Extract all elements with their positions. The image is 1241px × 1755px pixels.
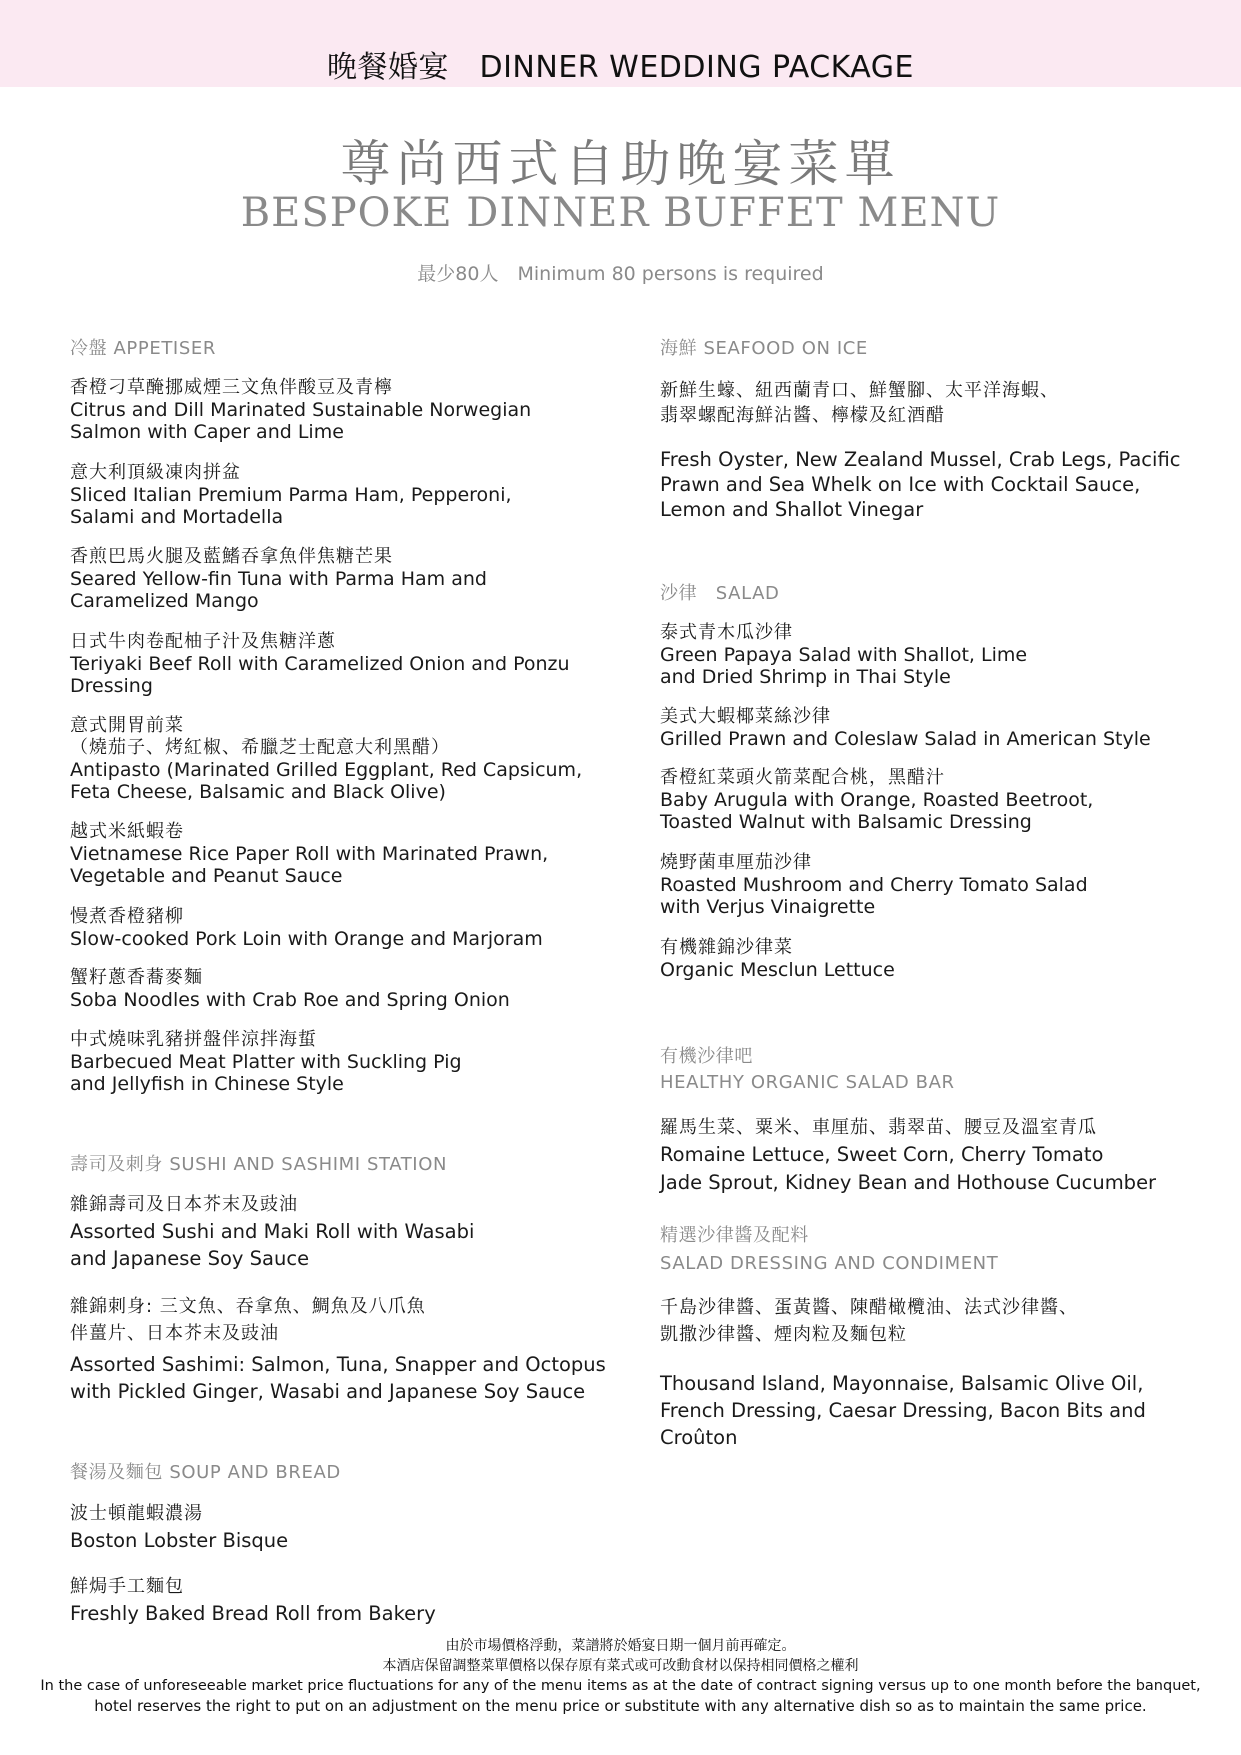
dish-name-en: Romaine Lettuce, Sweet Corn, Cherry Tomato Jade Sprout, Kidney Bean and Hothouse Cucumber xyxy=(660,1143,1157,1194)
dish-name-en: Assorted Sushi and Maki Roll with Wasabi and Japanese Soy Sauce xyxy=(70,1220,475,1270)
footer-note-en-1: In the case of unforeseeable market price fluctuations for any of the menu items as at the date of contract signing versus up to one month before the banquet, xyxy=(40,1678,1201,1694)
dish-name-en: Thousand Island, Mayonnaise, Balsamic Olive Oil, French Dressing, Caesar Dressing, Bacon Bits and Croûton xyxy=(660,1372,1146,1449)
dish-name-en: Grilled Prawn and Coleslaw Salad in American Style xyxy=(660,728,1151,750)
dish-name-zh: 越式米紙蝦卷 xyxy=(70,821,184,842)
section-heading-appetiser: 冷盤 APPETISER xyxy=(70,338,216,359)
menu-item xyxy=(70,1191,640,1272)
dish-name-zh: 鮮焗手工麵包 xyxy=(70,1576,184,1597)
section-heading-soup: 餐湯及麵包 SOUP AND BREAD xyxy=(70,1462,341,1483)
dish-name-en: Green Papaya Salad with Shallot, Lime and Dried Shrimp in Thai Style xyxy=(660,644,1028,688)
dish-detail-zh: （燒茄子、烤紅椒、希臘芝士配意大利黑醋） xyxy=(70,737,450,758)
dish-name-zh: 雜錦壽司及日本芥末及豉油 xyxy=(70,1194,298,1215)
dish-name-zh: 雜錦刺身: 三文魚、吞拿魚、鯛魚及八爪魚 伴薑片、日本芥末及豉油 xyxy=(70,1296,426,1344)
menu-item xyxy=(70,377,640,443)
dish-name-en: Soba Noodles with Crab Roe and Spring Onion xyxy=(70,989,510,1011)
minimum-guests-note: 最少80人 Minimum 80 persons is required xyxy=(417,263,824,285)
dish-name-zh: 中式燒味乳豬拼盤伴涼拌海蜇 xyxy=(70,1029,317,1050)
dish-name-en: Sliced Italian Premium Parma Ham, Pepperoni, Salami and Mortadella xyxy=(70,484,512,528)
dish-name-en: Baby Arugula with Orange, Roasted Beetroot, Toasted Walnut with Balsamic Dressing xyxy=(660,789,1094,833)
menu-title-english: BESPOKE DINNER BUFFET MENU xyxy=(240,190,1001,236)
menu-item xyxy=(70,1029,640,1095)
footer-note-en-2: hotel reserves the right to put on an adjustment on the menu price or substitute with any alternative dish so as to maintain the same price. xyxy=(94,1697,1147,1715)
dish-name-en: Antipasto (Marinated Grilled Eggplant, Red Capsicum, Feta Cheese, Balsamic and Black Olive) xyxy=(70,759,583,803)
menu-item xyxy=(70,1500,640,1554)
right-column xyxy=(660,0,1220,1755)
dish-name-zh: 羅馬生菜、粟米、車厘茄、翡翠苗、腰豆及溫室青瓜 xyxy=(660,1117,1097,1138)
menu-item xyxy=(70,546,640,612)
menu-item xyxy=(70,1573,640,1627)
dish-name-zh: 香煎巴馬火腿及藍鰭吞拿魚伴焦糖芒果 xyxy=(70,546,393,567)
menu-item xyxy=(70,967,640,1011)
menu-item xyxy=(70,631,640,697)
section-heading-dressing-zh: 精選沙律醬及配料 xyxy=(660,1225,809,1246)
dish-name-en: Slow-cooked Pork Loin with Orange and Marjoram xyxy=(70,928,543,950)
menu-item xyxy=(70,715,640,803)
package-title: 晚餐婚宴 DINNER WEDDING PACKAGE xyxy=(326,50,914,85)
section-heading-salad: 沙律 SALAD xyxy=(660,583,780,604)
section-heading-salad-bar-zh: 有機沙律吧 xyxy=(660,1046,753,1067)
section-heading-dressing-en: SALAD DRESSING AND CONDIMENT xyxy=(660,1253,999,1274)
dish-name-zh: 泰式青木瓜沙律 xyxy=(660,622,793,643)
dish-name-en: Assorted Sashimi: Salmon, Tuna, Snapper and Octopus with Pickled Ginger, Wasabi and Japanese Soy Sauce xyxy=(70,1353,606,1403)
dish-name-zh: 香橙刁草醃挪威煙三文魚伴酸豆及青檸 xyxy=(70,377,393,398)
menu-item xyxy=(70,821,640,887)
footer-note-zh-2: 本酒店保留調整菜單價格以保存原有菜式或可改動食材以保持相同價格之權利 xyxy=(382,1658,859,1674)
dish-name-zh: 燒野菌車厘茄沙律 xyxy=(660,852,812,873)
dish-name-zh: 香橙紅菜頭火箭菜配合桃，黑醋汁 xyxy=(660,767,945,788)
dish-name-en: Organic Mesclun Lettuce xyxy=(660,959,895,981)
dish-name-en: Teriyaki Beef Roll with Caramelized Onion and Ponzu Dressing xyxy=(70,653,570,697)
menu-item xyxy=(660,447,1220,522)
dish-name-en: Fresh Oyster, New Zealand Mussel, Crab Legs, Pacific Prawn and Sea Whelk on Ice with Cocktail Sauce, Lemon and Shallot Vinegar xyxy=(660,448,1181,521)
dish-name-en: Freshly Baked Bread Roll from Bakery xyxy=(70,1602,436,1625)
dish-name-zh: 慢煮香橙豬柳 xyxy=(70,906,184,927)
footer-note-zh-1: 由於市場價格浮動，菜譜將於婚宴日期一個月前再確定。 xyxy=(445,1638,796,1654)
dish-name-zh: 意大利頂級凍肉拼盆 xyxy=(70,462,241,483)
menu-item xyxy=(660,378,1220,428)
section-heading-salad-bar-en: HEALTHY ORGANIC SALAD BAR xyxy=(660,1072,955,1093)
left-column xyxy=(70,0,640,1755)
dish-name-zh: 有機雜錦沙律菜 xyxy=(660,937,793,958)
menu-item xyxy=(660,767,1220,833)
dish-name-zh: 千島沙律醬、蛋黃醬、陳醋橄欖油、法式沙律醬、 凱撒沙律醬、煙肉粒及麵包粒 xyxy=(660,1297,1078,1345)
menu-item xyxy=(660,706,1220,750)
section-heading-sushi: 壽司及刺身 SUSHI AND SASHIMI STATION xyxy=(70,1154,448,1175)
dish-name-en: Boston Lobster Bisque xyxy=(70,1529,289,1552)
menu-item xyxy=(660,1114,1220,1197)
dish-name-zh: 波士頓龍蝦濃湯 xyxy=(70,1503,203,1524)
menu-title-chinese: 尊尚西式自助晚宴菜單 xyxy=(340,135,901,193)
dish-name-zh: 新鮮生蠔、紐西蘭青口、鮮蟹腳、太平洋海蝦、 翡翠螺配海鮮沾醬、檸檬及紅酒醋 xyxy=(660,380,1059,426)
menu-item xyxy=(70,1293,640,1405)
dish-name-en: Barbecued Meat Platter with Suckling Pig and Jellyfish in Chinese Style xyxy=(70,1051,462,1095)
section-heading-seafood: 海鮮 SEAFOOD ON ICE xyxy=(660,338,868,359)
dish-name-en: Seared Yellow-fin Tuna with Parma Ham and Caramelized Mango xyxy=(70,568,487,612)
dish-name-zh: 意式開胃前菜 xyxy=(70,715,184,736)
menu-item xyxy=(660,852,1220,918)
menu-item xyxy=(70,462,640,528)
menu-item xyxy=(660,622,1220,688)
dish-name-zh: 日式牛肉卷配柚子汁及焦糖洋蔥 xyxy=(70,631,336,652)
menu-item xyxy=(660,937,1220,981)
menu-item xyxy=(70,906,640,950)
dish-name-en: Citrus and Dill Marinated Sustainable Norwegian Salmon with Caper and Lime xyxy=(70,399,532,443)
dish-name-en: Roasted Mushroom and Cherry Tomato Salad with Verjus Vinaigrette xyxy=(660,874,1088,918)
dish-name-en: Vietnamese Rice Paper Roll with Marinated Prawn, Vegetable and Peanut Sauce xyxy=(70,843,549,887)
menu-item xyxy=(660,1370,1220,1451)
dish-name-zh: 蟹籽蔥香蕎麥麵 xyxy=(70,967,203,988)
menu-item xyxy=(660,1294,1220,1348)
dish-name-zh: 美式大蝦椰菜絲沙律 xyxy=(660,706,831,727)
